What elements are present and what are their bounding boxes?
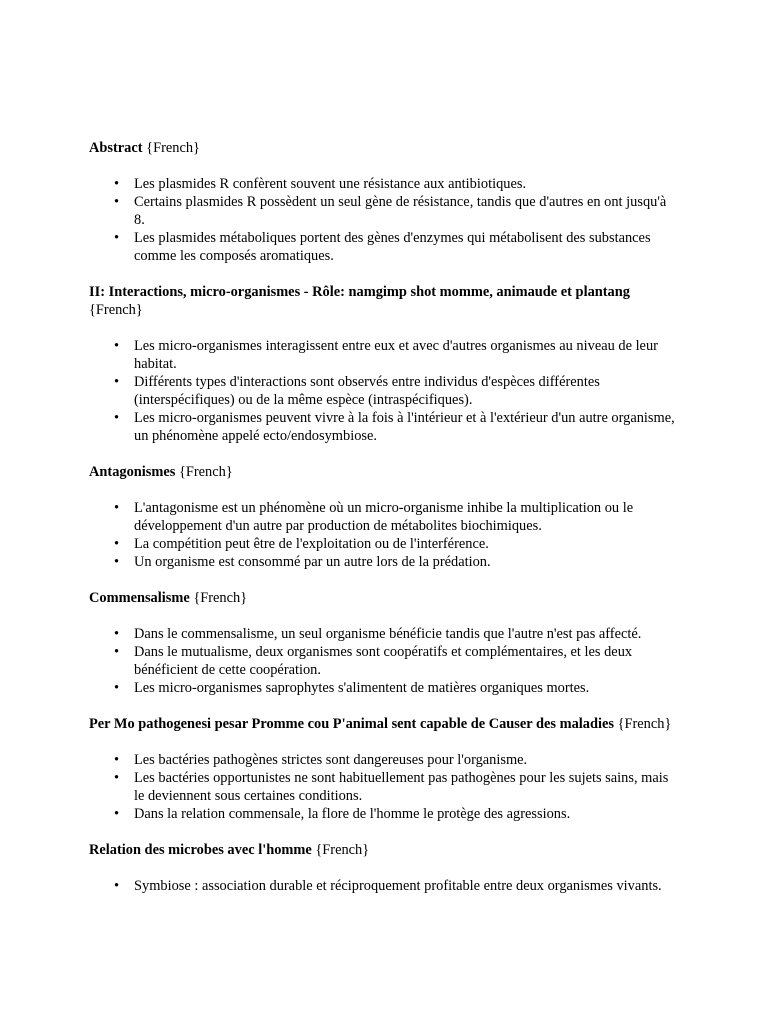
section-language-tag: {French} bbox=[89, 302, 143, 318]
list-item: • Un organisme est consommé par un autre lors de la prédation. bbox=[134, 553, 679, 571]
list-item: • Les micro-organismes saprophytes s'alimentent de matières organiques mortes. bbox=[134, 679, 679, 697]
list-item: • Dans le mutualisme, deux organismes sont coopératifs et complémentaires, et les deux bénéficient de cette coopération. bbox=[134, 643, 679, 679]
section-heading-interactions bbox=[89, 283, 679, 319]
section-language-tag: {French} bbox=[178, 464, 233, 480]
list-item: • L'antagonisme est un phénomène où un micro-organisme inhibe la multiplication ou le développement d'un autre par production de métabolites biochimiques. bbox=[134, 499, 679, 535]
section-title: Per Mo pathogenesi pesar Promme cou P'animal sent capable de Causer des maladies bbox=[89, 716, 614, 732]
section-language-tag: {French} bbox=[617, 716, 672, 732]
bullet-list bbox=[89, 751, 679, 823]
section-language-tag: {French} bbox=[146, 140, 200, 156]
section-heading-commensalisme bbox=[89, 589, 679, 607]
section-title: Commensalisme bbox=[89, 590, 190, 606]
section-title: II: Interactions, micro-organismes - Rôle: namgimp shot momme, animaude et plantang bbox=[89, 284, 630, 300]
section-heading-abstract bbox=[89, 139, 679, 157]
section-title: Abstract bbox=[89, 140, 143, 156]
bullet-list bbox=[89, 877, 679, 895]
list-item: • Les plasmides R confèrent souvent une résistance aux antibiotiques. bbox=[134, 175, 679, 193]
list-item: • Les micro-organismes interagissent entre eux et avec d'autres organismes au niveau de leur habitat. bbox=[134, 337, 679, 373]
bullet-list bbox=[89, 625, 679, 697]
section-title: Antagonismes bbox=[89, 464, 176, 480]
list-item: • Dans le commensalisme, un seul organisme bénéficie tandis que l'autre n'est pas affecté. bbox=[134, 625, 679, 643]
document-page bbox=[89, 139, 679, 913]
list-item: • Différents types d'interactions sont observés entre individus d'espèces différentes (interspécifiques) ou de la même espèce (intraspécifiques). bbox=[134, 373, 679, 409]
list-item: • La compétition peut être de l'exploitation ou de l'interférence. bbox=[134, 535, 679, 553]
list-item: • Certains plasmides R possèdent un seul gène de résistance, tandis que d'autres en ont jusqu'à 8. bbox=[134, 193, 679, 229]
section-title: Relation des microbes avec l'homme bbox=[89, 842, 312, 858]
list-item: • Les micro-organismes peuvent vivre à la fois à l'intérieur et à l'extérieur d'un autre organisme, un phénomène appelé ecto/endosymbiose. bbox=[134, 409, 679, 445]
section-heading-pathogenesis bbox=[89, 715, 679, 733]
list-item: • Dans la relation commensale, la flore de l'homme le protège des agressions. bbox=[134, 805, 679, 823]
list-item: • Les plasmides métaboliques portent des gènes d'enzymes qui métabolisent des substances comme les composés aromatiques. bbox=[134, 229, 679, 265]
list-item: • Les bactéries opportunistes ne sont habituellement pas pathogènes pour les sujets sains, mais le deviennent sous certaines conditions. bbox=[134, 769, 679, 805]
section-language-tag: {French} bbox=[193, 590, 248, 606]
section-heading-antagonismes bbox=[89, 463, 679, 481]
bullet-list bbox=[89, 337, 679, 445]
list-item: • Les bactéries pathogènes strictes sont dangereuses pour l'organisme. bbox=[134, 751, 679, 769]
list-item: • Symbiose : association durable et réciproquement profitable entre deux organismes vivants. bbox=[134, 877, 679, 895]
bullet-list bbox=[89, 175, 679, 265]
section-heading-relation-microbes bbox=[89, 841, 679, 859]
bullet-list bbox=[89, 499, 679, 571]
section-language-tag: {French} bbox=[315, 842, 370, 858]
